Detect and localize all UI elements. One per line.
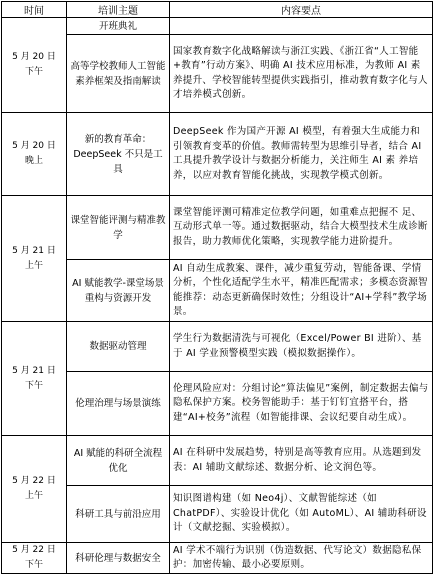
- topic-cell: 课堂智能评测与精准教学: [67, 196, 170, 260]
- topic-cell: 伦理治理与场景演练: [67, 372, 170, 436]
- time-date: 5 月 21 日: [12, 365, 56, 376]
- time-cell: [2, 196, 67, 322]
- content-cell: AI 学术不端行为识别（伪造数据、代写论文）数据隐私保护：加密传输、最小必要原则。: [170, 543, 433, 574]
- time-cell: [2, 543, 67, 574]
- table-row: [2, 18, 433, 35]
- content-cell: [170, 18, 433, 35]
- content-cell: 知识图谱构建（如 Neo4j）、文献智能综述（如 ChatPDF）、实验设计优化（如 AutoML）、AI 辅助科研设计（文献挖掘、实验模拟）。: [170, 486, 433, 543]
- topic-cell: 新的教育革命：DeepSeek 不只是工具: [67, 113, 170, 196]
- time-date: 5 月 20 日: [12, 141, 56, 151]
- content-cell: 课堂智能评测可精准定位教学问题，如重难点把握不 足、互动形式单一等。通过数据驱动，结合大模型技术生成诊断报告，助力教师优化策略，实现教学能力进阶提升。: [170, 196, 433, 260]
- training-schedule-table: [1, 1, 433, 574]
- time-period: 晚上: [24, 156, 43, 166]
- table-row: [2, 35, 433, 113]
- content-cell: AI 自动生成教案、课件，减少重复劳动，智能备课、学情分析，个性化适配学生水平，精准匹配需求；多模态资源智能推荐：动态更新确保时效性；分组设计“AI+学科”教学场景。: [170, 260, 433, 322]
- topic-cell: AI 赋能的科研全流程优化: [67, 436, 170, 486]
- time-period: 下午: [24, 67, 43, 77]
- table-row: [2, 486, 433, 543]
- time-period: 上午: [24, 491, 43, 501]
- content-cell: AI 在科研中发展趋势，特别是高等教育应用。从选题到发表：AI 辅助文献综述、数据分析、论文润色等。: [170, 436, 433, 486]
- time-date: 5 月 22 日: [12, 476, 56, 486]
- table-row: [2, 196, 433, 260]
- table-row: [2, 322, 433, 372]
- table-row: [2, 372, 433, 436]
- topic-cell: 科研工具与前沿应用: [67, 486, 170, 543]
- table-row: [2, 543, 433, 574]
- topic-cell: 开班典礼: [67, 18, 170, 35]
- header-content: 内容要点: [170, 2, 433, 18]
- header-time: 时间: [2, 2, 67, 18]
- time-period: 下午: [24, 560, 43, 570]
- table-row: [2, 436, 433, 486]
- time-cell: [2, 113, 67, 196]
- content-cell: 国家教育数字化战略解读与浙江实践、《浙江省“人工智能 +教育”行动方案》、明确 AI 技术应用标准，为教师 AI 素养提升、学校智能转型提供实践指引，推动教育数字化与人才培养模式创新。: [170, 35, 433, 113]
- topic-cell: 科研伦理与数据安全: [67, 543, 170, 574]
- table-row: [2, 113, 433, 196]
- time-date: 5 月 20 日: [12, 52, 56, 62]
- table-row: [2, 260, 433, 322]
- topic-cell: 高等学校教师人工智能素养框架及指南解读: [67, 35, 170, 113]
- content-cell: 学生行为数据清洗与可视化（Excel/Power BI 进阶）、基于 AI 学业预警模型实践（模拟数据操作）。: [170, 322, 433, 372]
- header-topic: 培训主题: [67, 2, 170, 18]
- topic-cell: 数据驱动管理: [67, 322, 170, 372]
- time-cell: [2, 322, 67, 436]
- time-cell: [2, 18, 67, 113]
- time-date: 5 月 22 日: [12, 545, 56, 555]
- content-cell: 伦理风险应对：分组讨论“算法偏见”案例，制定数据去偏与隐私保护方案。校务智能助手：基于钉钉宜搭平台，搭建“AI+校务”流程（如智能排课、会议纪要自动生成）。: [170, 372, 433, 436]
- header-row: [2, 2, 433, 18]
- time-period: 上午: [24, 260, 43, 271]
- topic-cell: AI 赋能教学-课堂场景重构与资源开发: [67, 260, 170, 322]
- time-period: 下午: [24, 380, 43, 391]
- time-date: 5 月 21 日: [12, 245, 56, 256]
- time-cell: [2, 436, 67, 543]
- content-cell: DeepSeek 作为国产开源 AI 模型，有着强大生成能力和 引领教育变革的价值。教师需转型为思维引导者，结合 AI 工具提升教学设计与数据分析能力，关注师生 AI 素 养培养，以应对教育智能化挑战，实现教学模式创新。: [170, 113, 433, 196]
